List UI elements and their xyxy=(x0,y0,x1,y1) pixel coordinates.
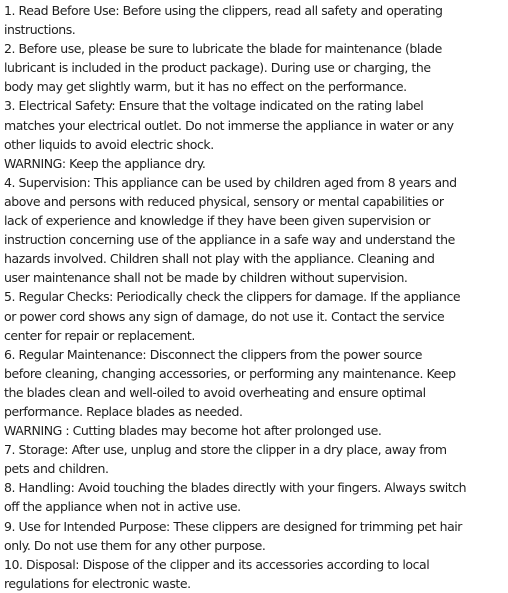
text-line: 7. Storage: After use, unplug and store the clipper in a dry place, away from xyxy=(4,442,447,458)
text-line: performance. Replace blades as needed. xyxy=(4,403,243,419)
safety-instructions-text xyxy=(4,1,506,593)
text-line: 4. Supervision: This appliance can be used by children aged from 8 years and xyxy=(4,174,457,190)
warning-line: WARNING : Cutting blades may become hot after prolonged use. xyxy=(4,423,382,439)
text-line: user maintenance shall not be made by children without supervision. xyxy=(4,270,408,286)
text-line: 3. Electrical Safety: Ensure that the voltage indicated on the rating label xyxy=(4,98,424,114)
text-line: body may get slightly warm, but it has no effect on the performance. xyxy=(4,79,407,95)
text-line: lubricant is included in the product package). During use or charging, the xyxy=(4,60,431,76)
text-line: other liquids to avoid electric shock. xyxy=(4,136,214,152)
text-line: lack of experience and knowledge if they have been given supervision or xyxy=(4,213,431,229)
text-line: 8. Handling: Avoid touching the blades directly with your fingers. Always switch xyxy=(4,480,467,496)
text-line: hazards involved. Children shall not play with the appliance. Cleaning and xyxy=(4,251,435,267)
text-line: center for repair or replacement. xyxy=(4,327,195,343)
text-line: above and persons with reduced physical, sensory or mental capabilities or xyxy=(4,193,444,209)
text-line: 10. Disposal: Dispose of the clipper and its accessories according to local xyxy=(4,556,430,572)
text-line: instruction concerning use of the appliance in a safe way and understand the xyxy=(4,232,455,248)
text-line: before cleaning, changing accessories, or performing any maintenance. Keep xyxy=(4,365,456,381)
text-line: regulations for electronic waste. xyxy=(4,575,191,591)
text-line: 1. Read Before Use: Before using the clippers, read all safety and operating xyxy=(4,3,443,18)
warning-line: WARNING: Keep the appliance dry. xyxy=(4,155,206,171)
text-line: 9. Use for Intended Purpose: These clippers are designed for trimming pet hair xyxy=(4,518,462,534)
text-line: 6. Regular Maintenance: Disconnect the clippers from the power source xyxy=(4,346,423,362)
text-line: instructions. xyxy=(4,22,76,38)
text-line: only. Do not use them for any other purpose. xyxy=(4,537,266,553)
text-line: off the appliance when not in active use. xyxy=(4,499,241,515)
text-line: pets and children. xyxy=(4,461,109,477)
text-line: 5. Regular Checks: Periodically check the clippers for damage. If the appliance xyxy=(4,289,461,305)
text-line: the blades clean and well-oiled to avoid overheating and ensure optimal xyxy=(4,384,426,400)
text-line: 2. Before use, please be sure to lubricate the blade for maintenance (blade xyxy=(4,41,442,57)
text-line: matches your electrical outlet. Do not immerse the appliance in water or any xyxy=(4,117,454,133)
text-line: or power cord shows any sign of damage, do not use it. Contact the service xyxy=(4,308,445,324)
